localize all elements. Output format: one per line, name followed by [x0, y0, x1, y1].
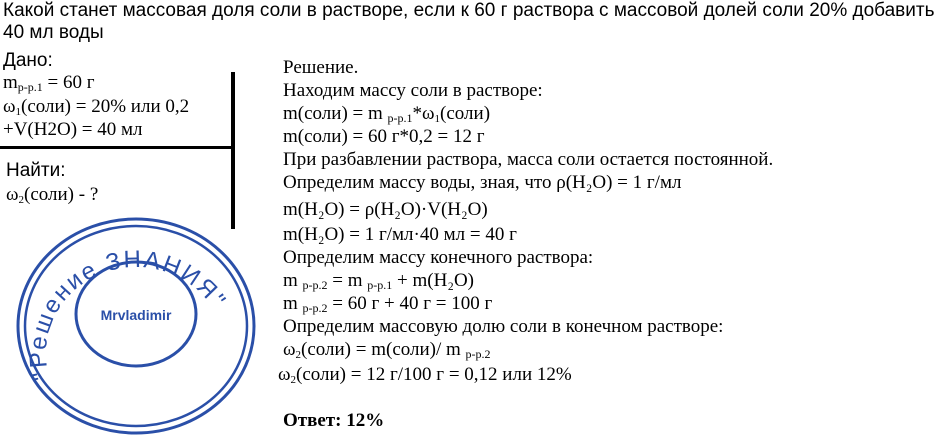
formula-subscript: р-р.1 — [367, 278, 393, 292]
solution-calc-fraction — [278, 364, 572, 386]
solution-formula-salt — [283, 103, 490, 126]
formula-subscript: 2 — [295, 349, 302, 361]
formula-subscript: 1 — [434, 113, 441, 125]
find-omega-symbol: ω — [6, 184, 19, 205]
solution-step-title-salt: Находим массу соли в растворе: — [283, 80, 543, 101]
given-mass-fraction — [3, 96, 189, 118]
find-omega-text: (соли) - ? — [24, 184, 99, 205]
solution-calc-water: m(H₂O) = 1 г/мл·40 мл = 40 г — [283, 224, 517, 245]
given-omega-subscript: 1 — [15, 106, 22, 118]
solution-note-constant: При разбавлении раствора, масса соли остается постоянной. — [283, 149, 774, 170]
solution-formula-final — [283, 270, 474, 293]
given-divider-vertical — [231, 72, 235, 229]
formula-part: = m — [327, 270, 368, 291]
given-water-volume: +V(H2O) = 40 мл — [3, 119, 143, 140]
formula-part: + m(H₂O) — [392, 270, 474, 291]
formula-part: m — [283, 270, 303, 291]
answer-text: Ответ: 12% — [283, 410, 385, 431]
given-omega-value: (соли) = 20% или 0,2 — [21, 96, 190, 117]
solution-step-title-fraction: Определим массовую долю соли в конечном растворе: — [283, 316, 724, 337]
find-target — [6, 184, 98, 206]
formula-part: (соли) = m(соли)/ m — [301, 339, 466, 360]
formula-part: ω — [278, 364, 291, 385]
solution-formula-fraction — [283, 339, 491, 362]
formula-part: = 60 г + 40 г = 100 г — [327, 293, 493, 314]
solution-step-title-final: Определим массу конечного раствора: — [283, 247, 594, 268]
given-divider-horizontal — [0, 146, 235, 149]
question-text: Какой станет массовая доля соли в растворе, если к 60 г раствора с массовой долей соли 20% добавить 40 мл воды — [3, 0, 935, 43]
given-omega-symbol: ω — [3, 96, 16, 117]
find-omega-subscript: 2 — [18, 194, 25, 206]
formula-subscript: р-р.2 — [302, 301, 328, 315]
formula-part: (соли) = 12 г/100 г = 0,12 или 12% — [296, 364, 572, 385]
given-mass-solution — [3, 72, 95, 95]
formula-part: (соли) — [440, 103, 491, 124]
given-mass-value: = 60 г — [42, 72, 95, 93]
solution-calc-final — [283, 293, 492, 316]
stamp-center-text: Mrvladimir — [100, 307, 172, 323]
solution-calc-salt: m(соли) = 60 г*0,2 = 12 г — [283, 126, 485, 147]
formula-part: *ω — [412, 103, 435, 124]
formula-subscript: р-р.2 — [302, 278, 328, 292]
find-header: Найти: — [6, 160, 66, 181]
solution-formula-water: m(H₂O) = ρ(H₂O)·V(H₂O) — [283, 199, 488, 220]
formula-part: m — [283, 293, 303, 314]
solution-stamp — [14, 214, 258, 438]
formula-part: m(соли) = m — [283, 103, 388, 124]
formula-subscript: р-р.2 — [465, 347, 491, 361]
given-mass-subscript: р-р.1 — [17, 80, 43, 94]
solution-heading: Решение. — [283, 57, 359, 78]
formula-subscript: 2 — [290, 374, 297, 386]
solution-step-title-water: Определим массу воды, зная, что ρ(H₂O) = 1 г/мл — [283, 172, 682, 193]
given-header: Дано: — [3, 50, 53, 71]
given-mass-symbol: m — [3, 72, 18, 93]
formula-subscript: р-р.1 — [387, 111, 413, 125]
stamp-ring-text: "Решение ЗНАНИЯ" — [24, 245, 232, 383]
formula-part: ω — [283, 339, 296, 360]
